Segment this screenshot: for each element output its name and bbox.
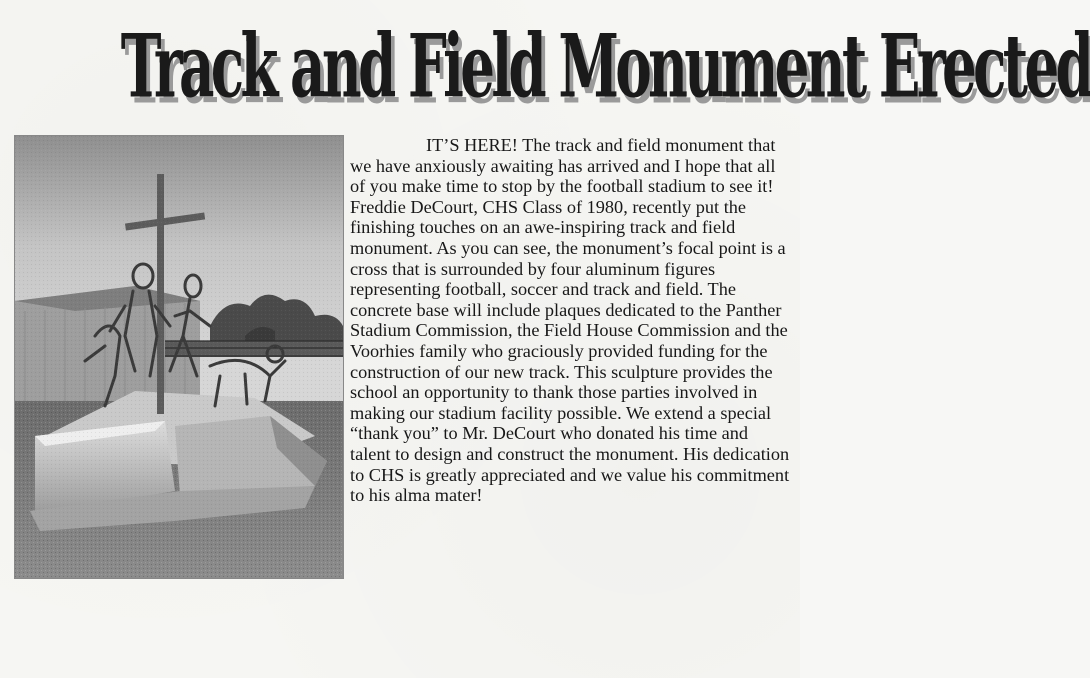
article-body-text: IT’S HERE! The track and field monument that we have anxiously awaiting has arrived and I hope that all of you make time to stop by the football stadium to see it! Freddie DeCourt, CHS Class of 1980, recently put the finishing touches on an awe-inspiring track and field monument. As you can see, the monument’s focal point is a cross that is surrounded by four aluminum figures representing football, soccer and track and field. The concrete base will include plaques dedicated to the Panther Stadium Commission, the Field House Commission and the Voorhies family who graciously provided funding for the construction of our new track. This sculpture provides the school an opportunity to thank those parties involved in making our stadium facility possible. We extend a special “thank you” to Mr. DeCourt who donated his time and talent to design and construct the monument. His dedication to CHS is greatly appreciated and we value his commitment to his alma mater!: [350, 135, 790, 506]
article-body: [14, 135, 790, 578]
headline: Track and Field Monument Erected: [120, 16, 1090, 118]
headline-block: [22, 6, 1090, 126]
photo-spacer: [14, 135, 350, 578]
